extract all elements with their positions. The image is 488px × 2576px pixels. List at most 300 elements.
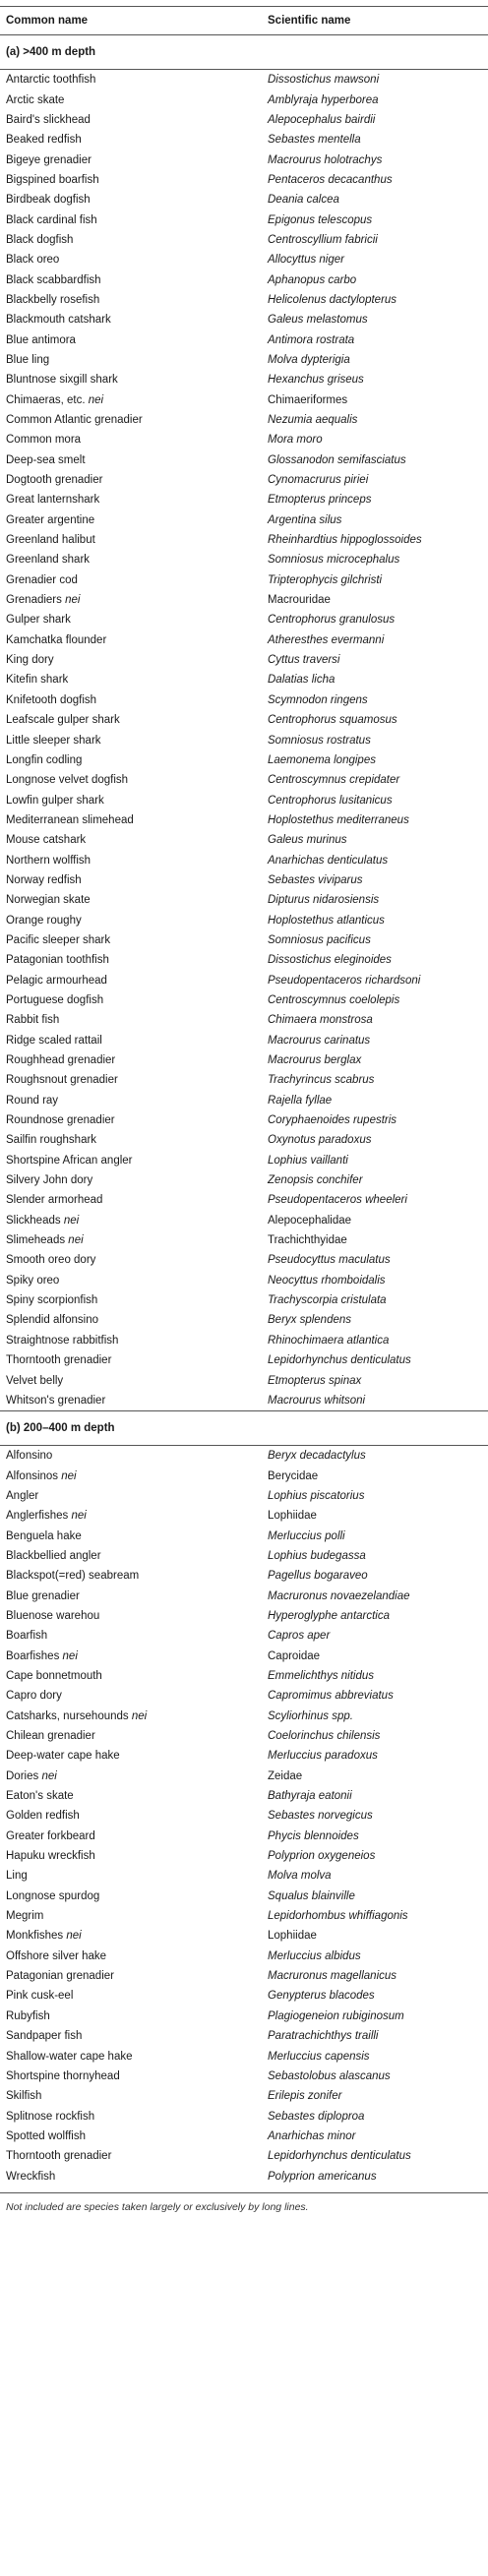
common-name-cell: Common mora xyxy=(6,434,82,447)
scientific-name-cell: Glossanodon semifasciatus xyxy=(268,453,406,466)
scientific-name-cell: Trachichthyidae xyxy=(268,1234,347,1247)
common-name-cell: Blue grenadier xyxy=(6,1589,80,1602)
table-row xyxy=(0,810,488,830)
header-common-name: Common name xyxy=(6,15,89,27)
common-name-cell: Ridge scaled rattail xyxy=(6,1034,102,1047)
common-name-cell: Blackbelly rosefish xyxy=(6,293,100,306)
common-name-cell: Silvery John dory xyxy=(6,1174,93,1187)
scientific-name-cell: Galeus murinus xyxy=(268,834,347,847)
scientific-name-cell: Pagellus bogaraveo xyxy=(268,1570,368,1583)
common-name-cell: Rubyfish xyxy=(6,2009,50,2022)
common-name-cell: Dogtooth grenadier xyxy=(6,474,103,487)
scientific-name-cell: Centroscymnus coelolepis xyxy=(268,993,400,1006)
table-row xyxy=(0,1271,488,1290)
table-row xyxy=(0,290,488,310)
common-name-cell: Beaked redfish xyxy=(6,134,82,147)
scientific-name-cell: Alepocephalidae xyxy=(268,1214,352,1227)
common-name-cell: Blackspot(=red) seabream xyxy=(6,1570,140,1583)
common-name-cell: Greenland halibut xyxy=(6,534,95,547)
common-name-cell: Skilfish xyxy=(6,2090,42,2103)
table-row xyxy=(0,570,488,590)
scientific-name-cell: Lophius budegassa xyxy=(268,1549,366,1562)
table-row xyxy=(0,490,488,509)
common-name-cell: Gulper shark xyxy=(6,614,71,627)
common-name-cell: Great lanternshark xyxy=(6,494,100,507)
scientific-name-cell: Bathyraja eatonii xyxy=(268,1790,352,1803)
common-name-cell: Knifetooth dogfish xyxy=(6,693,97,706)
table-body xyxy=(0,35,488,2187)
scientific-name-cell: Sebastes mentella xyxy=(268,134,361,147)
common-name-cell: Angler xyxy=(6,1489,39,1502)
table-row xyxy=(0,250,488,270)
species-table xyxy=(0,6,488,2187)
scientific-name-cell: Alepocephalus bairdii xyxy=(268,113,376,126)
table-row xyxy=(0,1391,488,1411)
scientific-name-cell: Merluccius albidus xyxy=(268,1949,361,1962)
common-name-cell: Bluenose warehou xyxy=(6,1609,100,1622)
table-row xyxy=(0,1887,488,1906)
scientific-name-cell: Coelorinchus chilensis xyxy=(268,1730,381,1743)
common-name-cell: Black cardinal fish xyxy=(6,213,97,226)
common-name-cell: Sailfin roughshark xyxy=(6,1134,97,1147)
scientific-name-cell: Anarhichas denticulatus xyxy=(268,854,389,867)
table-row xyxy=(0,1866,488,1886)
scientific-name-cell: Dalatias licha xyxy=(268,674,336,687)
common-name-cell: Slender armorhead xyxy=(6,1194,103,1207)
common-name-cell: Portuguese dogfish xyxy=(6,993,104,1006)
table-row xyxy=(0,1010,488,1030)
table-row xyxy=(0,470,488,490)
table-row xyxy=(0,1906,488,1926)
scientific-name-cell: Emmelichthys nitidus xyxy=(268,1669,375,1682)
scientific-name-cell: Aphanopus carbo xyxy=(268,273,357,286)
scientific-name-cell: Merluccius capensis xyxy=(268,2050,370,2063)
table-row xyxy=(0,1846,488,1866)
common-name-cell: Roughhead grenadier xyxy=(6,1054,116,1067)
table-row xyxy=(0,1250,488,1270)
table-row xyxy=(0,1031,488,1050)
common-name-cell: Eaton's skate xyxy=(6,1790,74,1803)
common-name-cell: Benguela hake xyxy=(6,1529,82,1542)
scientific-name-cell: Etmopterus princeps xyxy=(268,494,372,507)
table-row xyxy=(0,1646,488,1665)
common-name-cell: Anglerfishes nei xyxy=(6,1510,87,1523)
table-row xyxy=(0,2127,488,2146)
common-name-cell: Longnose spurdog xyxy=(6,1889,100,1902)
scientific-name-cell: Trachyscorpia cristulata xyxy=(268,1294,387,1307)
section-title: (b) 200–400 m depth xyxy=(0,1411,488,1446)
section-title: (a) >400 m depth xyxy=(0,35,488,70)
table-row xyxy=(0,550,488,569)
common-name-cell: Chimaeras, etc. nei xyxy=(6,393,104,406)
common-name-cell: Patagonian grenadier xyxy=(6,1970,114,1983)
scientific-name-cell: Genypterus blacodes xyxy=(268,1990,375,2003)
scientific-name-cell: Lophiidae xyxy=(268,1510,317,1523)
scientific-name-cell: Lophius piscatorius xyxy=(268,1489,365,1502)
scientific-name-cell: Lophiidae xyxy=(268,1930,317,1943)
scientific-name-cell: Trachyrincus scabrus xyxy=(268,1074,375,1087)
table-row xyxy=(0,590,488,610)
common-name-cell: Baird's slickhead xyxy=(6,113,91,126)
common-name-cell: Bigspined boarfish xyxy=(6,173,99,186)
scientific-name-cell: Somniosus rostratus xyxy=(268,734,371,747)
table-row xyxy=(0,850,488,869)
common-name-cell: Cape bonnetmouth xyxy=(6,1669,102,1682)
common-name-cell: Mouse catshark xyxy=(6,834,87,847)
common-name-cell: King dory xyxy=(6,654,54,667)
nei-abbrev: nei xyxy=(41,1769,57,1782)
scientific-name-cell: Rheinhardtius hippoglossoides xyxy=(268,534,422,547)
scientific-name-cell: Centrophorus lusitanicus xyxy=(268,794,393,807)
section-header-row xyxy=(0,1411,488,1446)
common-name-cell: Deep-water cape hake xyxy=(6,1750,120,1763)
scientific-name-cell: Polyprion oxygeneios xyxy=(268,1850,376,1863)
common-name-cell: Straightnose rabbitfish xyxy=(6,1334,119,1347)
common-name-cell: Alfonsinos nei xyxy=(6,1469,77,1482)
scientific-name-cell: Pseudopentaceros wheeleri xyxy=(268,1194,407,1207)
common-name-cell: Offshore silver hake xyxy=(6,1949,107,1962)
common-name-cell: Thorntooth grenadier xyxy=(6,2150,112,2163)
scientific-name-cell: Plagiogeneion rubiginosum xyxy=(268,2009,404,2022)
scientific-name-cell: Molva molva xyxy=(268,1870,332,1883)
common-name-cell: Bigeye grenadier xyxy=(6,153,92,166)
scientific-name-cell: Dipturus nidarosiensis xyxy=(268,894,380,907)
scientific-name-cell: Berycidae xyxy=(268,1469,319,1482)
scientific-name-cell: Caproidae xyxy=(268,1649,321,1662)
table-row xyxy=(0,710,488,730)
table-row xyxy=(0,230,488,250)
scientific-name-cell: Macrourus whitsoni xyxy=(268,1394,366,1407)
table-row xyxy=(0,1546,488,1566)
table-row xyxy=(0,870,488,890)
scientific-name-cell: Pseudopentaceros richardsoni xyxy=(268,974,421,987)
scientific-name-cell: Oxynotus paradoxus xyxy=(268,1134,372,1147)
table-row xyxy=(0,2026,488,2046)
table-row xyxy=(0,610,488,629)
common-name-cell: Hapuku wreckfish xyxy=(6,1850,95,1863)
scientific-name-cell: Chimaeriformes xyxy=(268,393,348,406)
scientific-name-cell: Polyprion americanus xyxy=(268,2170,377,2183)
scientific-name-cell: Galeus melastomus xyxy=(268,314,368,327)
table-row xyxy=(0,150,488,169)
table-row xyxy=(0,950,488,970)
table-row xyxy=(0,1666,488,1686)
scientific-name-cell: Atheresthes evermanni xyxy=(268,633,385,646)
scientific-name-cell: Erilepis zonifer xyxy=(268,2090,342,2103)
common-name-cell: Kamchatka flounder xyxy=(6,633,107,646)
scientific-name-cell: Phycis blennoides xyxy=(268,1829,359,1842)
scientific-name-cell: Anarhichas minor xyxy=(268,2129,356,2142)
table-row xyxy=(0,1466,488,1485)
table-row xyxy=(0,1190,488,1210)
scientific-name-cell: Antimora rostrata xyxy=(268,333,355,346)
common-name-cell: Leafscale gulper shark xyxy=(6,714,120,727)
common-name-cell: Thorntooth grenadier xyxy=(6,1354,112,1367)
scientific-name-cell: Allocyttus niger xyxy=(268,254,344,267)
table-row xyxy=(0,210,488,229)
table-row xyxy=(0,110,488,130)
scientific-name-cell: Deania calcea xyxy=(268,194,339,207)
common-name-cell: Mediterranean slimehead xyxy=(6,813,134,826)
scientific-name-cell: Macruronus novaezelandiae xyxy=(268,1589,410,1602)
nei-abbrev: nei xyxy=(88,393,104,406)
table-row xyxy=(0,1091,488,1110)
nei-abbrev: nei xyxy=(62,1649,78,1662)
common-name-cell: Longnose velvet dogfish xyxy=(6,774,129,787)
scientific-name-cell: Dissostichus eleginoides xyxy=(268,954,392,967)
common-name-cell: Slickheads nei xyxy=(6,1214,80,1227)
common-name-cell: Rabbit fish xyxy=(6,1014,60,1027)
scientific-name-cell: Beryx splendens xyxy=(268,1314,352,1327)
common-name-cell: Birdbeak dogfish xyxy=(6,194,91,207)
common-name-cell: Alfonsino xyxy=(6,1450,53,1463)
nei-abbrev: nei xyxy=(68,1234,84,1247)
scientific-name-cell: Squalus blainville xyxy=(268,1889,355,1902)
common-name-cell: Splitnose rockfish xyxy=(6,2110,95,2123)
common-name-cell: Round ray xyxy=(6,1094,59,1107)
table-row xyxy=(0,1586,488,1605)
common-name-cell: Black scabbardfish xyxy=(6,273,101,286)
table-row xyxy=(0,750,488,770)
common-name-cell: Pink cusk-eel xyxy=(6,1990,74,2003)
nei-abbrev: nei xyxy=(61,1469,77,1482)
scientific-name-cell: Lepidorhombus whiffiagonis xyxy=(268,1910,408,1923)
scientific-name-cell: Sebastes diploproa xyxy=(268,2110,365,2123)
table-row xyxy=(0,1566,488,1586)
scientific-name-cell: Macrouridae xyxy=(268,594,331,607)
scientific-name-cell: Tripterophycis gilchristi xyxy=(268,573,383,586)
table-row xyxy=(0,1211,488,1230)
scientific-name-cell: Pseudocyttus maculatus xyxy=(268,1254,391,1267)
table-row xyxy=(0,310,488,329)
common-name-cell: Spotted wolffish xyxy=(6,2129,86,2142)
scientific-name-cell: Beryx decadactylus xyxy=(268,1450,366,1463)
scientific-name-cell: Centroscyllium fabricii xyxy=(268,233,378,246)
scientific-name-cell: Centroscymnus crepidater xyxy=(268,774,400,787)
common-name-cell: Longfin codling xyxy=(6,753,83,766)
scientific-name-cell: Dissostichus mawsoni xyxy=(268,74,380,87)
table-row xyxy=(0,1110,488,1130)
common-name-cell: Splendid alfonsino xyxy=(6,1314,98,1327)
table-row xyxy=(0,930,488,950)
common-name-cell: Spiky oreo xyxy=(6,1274,60,1287)
table-row xyxy=(0,1310,488,1330)
scientific-name-cell: Zeidae xyxy=(268,1769,303,1782)
common-name-cell: Deep-sea smelt xyxy=(6,453,86,466)
table-row xyxy=(0,1050,488,1070)
common-name-cell: Megrim xyxy=(6,1910,44,1923)
table-row xyxy=(0,2046,488,2066)
scientific-name-cell: Rajella fyllae xyxy=(268,1094,333,1107)
scientific-name-cell: Sebastes norvegicus xyxy=(268,1810,373,1823)
scientific-name-cell: Capromimus abbreviatus xyxy=(268,1690,394,1703)
nei-abbrev: nei xyxy=(131,1709,148,1722)
common-name-cell: Velvet belly xyxy=(6,1374,64,1387)
table-row xyxy=(0,1947,488,1966)
scientific-name-cell: Laemonema longipes xyxy=(268,753,376,766)
table-row xyxy=(0,790,488,809)
table-row xyxy=(0,1070,488,1090)
scientific-name-cell: Sebastolobus alascanus xyxy=(268,2069,391,2082)
common-name-cell: Little sleeper shark xyxy=(6,734,101,747)
table-row xyxy=(0,690,488,710)
common-name-cell: Monkfishes nei xyxy=(6,1930,82,1943)
scientific-name-cell: Centrophorus granulosus xyxy=(268,614,396,627)
common-name-cell: Shortspine African angler xyxy=(6,1154,133,1167)
scientific-name-cell: Capros aper xyxy=(268,1630,331,1643)
scientific-name-cell: Hexanchus griseus xyxy=(268,374,364,387)
table-row xyxy=(0,2106,488,2126)
common-name-cell: Slimeheads nei xyxy=(6,1234,84,1247)
common-name-cell: Greenland shark xyxy=(6,554,91,567)
common-name-cell: Arctic skate xyxy=(6,93,65,106)
table-row xyxy=(0,329,488,349)
common-name-cell: Blackbellied angler xyxy=(6,1549,101,1562)
table-row xyxy=(0,370,488,389)
common-name-cell: Kitefin shark xyxy=(6,674,69,687)
common-name-cell: Capro dory xyxy=(6,1690,62,1703)
table-row xyxy=(0,1526,488,1545)
common-name-cell: Lowfin gulper shark xyxy=(6,794,104,807)
common-name-cell: Common Atlantic grenadier xyxy=(6,414,143,427)
common-name-cell: Boarfishes nei xyxy=(6,1649,78,1662)
common-name-cell: Grenadier cod xyxy=(6,573,78,586)
scientific-name-cell: Helicolenus dactylopterus xyxy=(268,293,397,306)
scientific-name-cell: Macruronus magellanicus xyxy=(268,1970,397,1983)
scientific-name-cell: Cynomacrurus piriei xyxy=(268,474,369,487)
scientific-name-cell: Hyperoglyphe antarctica xyxy=(268,1609,391,1622)
common-name-cell: Norwegian skate xyxy=(6,894,91,907)
common-name-cell: Roughsnout grenadier xyxy=(6,1074,118,1087)
common-name-cell: Catsharks, nursehounds nei xyxy=(6,1709,148,1722)
common-name-cell: Orange roughy xyxy=(6,914,82,927)
table-row xyxy=(0,130,488,150)
scientific-name-cell: Pentaceros decacanthus xyxy=(268,173,393,186)
table-row xyxy=(0,2166,488,2186)
table-row xyxy=(0,770,488,790)
scientific-name-cell: Macrourus berglax xyxy=(268,1054,362,1067)
table-row xyxy=(0,890,488,910)
common-name-cell: Bluntnose sixgill shark xyxy=(6,374,118,387)
scientific-name-cell: Cyttus traversi xyxy=(268,654,340,667)
table-row xyxy=(0,1726,488,1746)
scientific-name-cell: Macrourus holotrachys xyxy=(268,153,383,166)
scientific-name-cell: Macrourus carinatus xyxy=(268,1034,371,1047)
scientific-name-cell: Amblyraja hyperborea xyxy=(268,93,379,106)
scientific-name-cell: Scymnodon ringens xyxy=(268,693,368,706)
scientific-name-cell: Neocyttus rhomboidalis xyxy=(268,1274,386,1287)
table-row xyxy=(0,1130,488,1150)
common-name-cell: Dories nei xyxy=(6,1769,57,1782)
common-name-cell: Whitson's grenadier xyxy=(6,1394,106,1407)
table-footnote: Not included are species taken largely or exclusively by long lines. xyxy=(0,2192,488,2213)
common-name-cell: Ling xyxy=(6,1870,28,1883)
scientific-name-cell: Molva dypterigia xyxy=(268,353,350,366)
common-name-cell: Chilean grenadier xyxy=(6,1730,95,1743)
common-name-cell: Black oreo xyxy=(6,254,60,267)
scientific-name-cell: Argentina silus xyxy=(268,513,342,526)
scientific-name-cell: Etmopterus spinax xyxy=(268,1374,362,1387)
table-row xyxy=(0,1331,488,1350)
table-row xyxy=(0,1686,488,1706)
common-name-cell: Greater forkbeard xyxy=(6,1829,95,1842)
scientific-name-cell: Rhinochimaera atlantica xyxy=(268,1334,390,1347)
scientific-name-cell: Paratrachichthys trailli xyxy=(268,2030,379,2043)
common-name-cell: Sandpaper fish xyxy=(6,2030,83,2043)
common-name-cell: Black dogfish xyxy=(6,233,74,246)
common-name-cell: Blackmouth catshark xyxy=(6,314,111,327)
table-row xyxy=(0,1926,488,1946)
scientific-name-cell: Hoplostethus atlanticus xyxy=(268,914,385,927)
scientific-name-cell: Lepidorhynchus denticulatus xyxy=(268,2150,411,2163)
common-name-cell: Shortspine thornyhead xyxy=(6,2069,120,2082)
scientific-name-cell: Centrophorus squamosus xyxy=(268,714,397,727)
common-name-cell: Blue antimora xyxy=(6,333,76,346)
table-header xyxy=(0,7,488,35)
scientific-name-cell: Coryphaenoides rupestris xyxy=(268,1114,397,1127)
common-name-cell: Golden redfish xyxy=(6,1810,80,1823)
common-name-cell: Pacific sleeper shark xyxy=(6,933,111,946)
scientific-name-cell: Nezumia aequalis xyxy=(268,414,358,427)
table-row xyxy=(0,170,488,190)
table-row xyxy=(0,1290,488,1310)
table-row xyxy=(0,1806,488,1826)
table-row xyxy=(0,650,488,670)
table-row xyxy=(0,410,488,430)
common-name-cell: Greater argentine xyxy=(6,513,95,526)
table-row xyxy=(0,630,488,650)
scientific-name-cell: Somniosus pacificus xyxy=(268,933,371,946)
table-row xyxy=(0,1486,488,1506)
table-row xyxy=(0,1786,488,1806)
table-row xyxy=(0,450,488,470)
table-row xyxy=(0,190,488,210)
table-row xyxy=(0,670,488,689)
common-name-cell: Blue ling xyxy=(6,353,50,366)
common-name-cell: Antarctic toothfish xyxy=(6,74,96,87)
table-row xyxy=(0,90,488,109)
table-row xyxy=(0,2067,488,2086)
table-row xyxy=(0,1230,488,1250)
scientific-name-cell: Scyliorhinus spp. xyxy=(268,1709,353,1722)
table-row xyxy=(0,1350,488,1370)
table-row xyxy=(0,430,488,449)
nei-abbrev: nei xyxy=(71,1510,87,1523)
scientific-name-cell: Merluccius polli xyxy=(268,1529,345,1542)
common-name-cell: Boarfish xyxy=(6,1630,48,1643)
table-row xyxy=(0,270,488,289)
nei-abbrev: nei xyxy=(63,1214,80,1227)
common-name-cell: Wreckfish xyxy=(6,2170,56,2183)
common-name-cell: Spiny scorpionfish xyxy=(6,1294,98,1307)
table-row xyxy=(0,1986,488,2006)
table-row xyxy=(0,910,488,929)
table-row xyxy=(0,990,488,1010)
table-row xyxy=(0,2007,488,2026)
table-row xyxy=(0,1707,488,1726)
table-row xyxy=(0,1370,488,1390)
scientific-name-cell: Hoplostethus mediterraneus xyxy=(268,813,409,826)
scientific-name-cell: Mora moro xyxy=(268,434,323,447)
scientific-name-cell: Lepidorhynchus denticulatus xyxy=(268,1354,411,1367)
common-name-cell: Grenadiers nei xyxy=(6,594,81,607)
common-name-cell: Roundnose grenadier xyxy=(6,1114,115,1127)
table-row xyxy=(0,1446,488,1467)
scientific-name-cell: Zenopsis conchifer xyxy=(268,1174,363,1187)
table-row xyxy=(0,510,488,530)
section-header-row xyxy=(0,35,488,70)
header-scientific-name: Scientific name xyxy=(268,15,351,27)
